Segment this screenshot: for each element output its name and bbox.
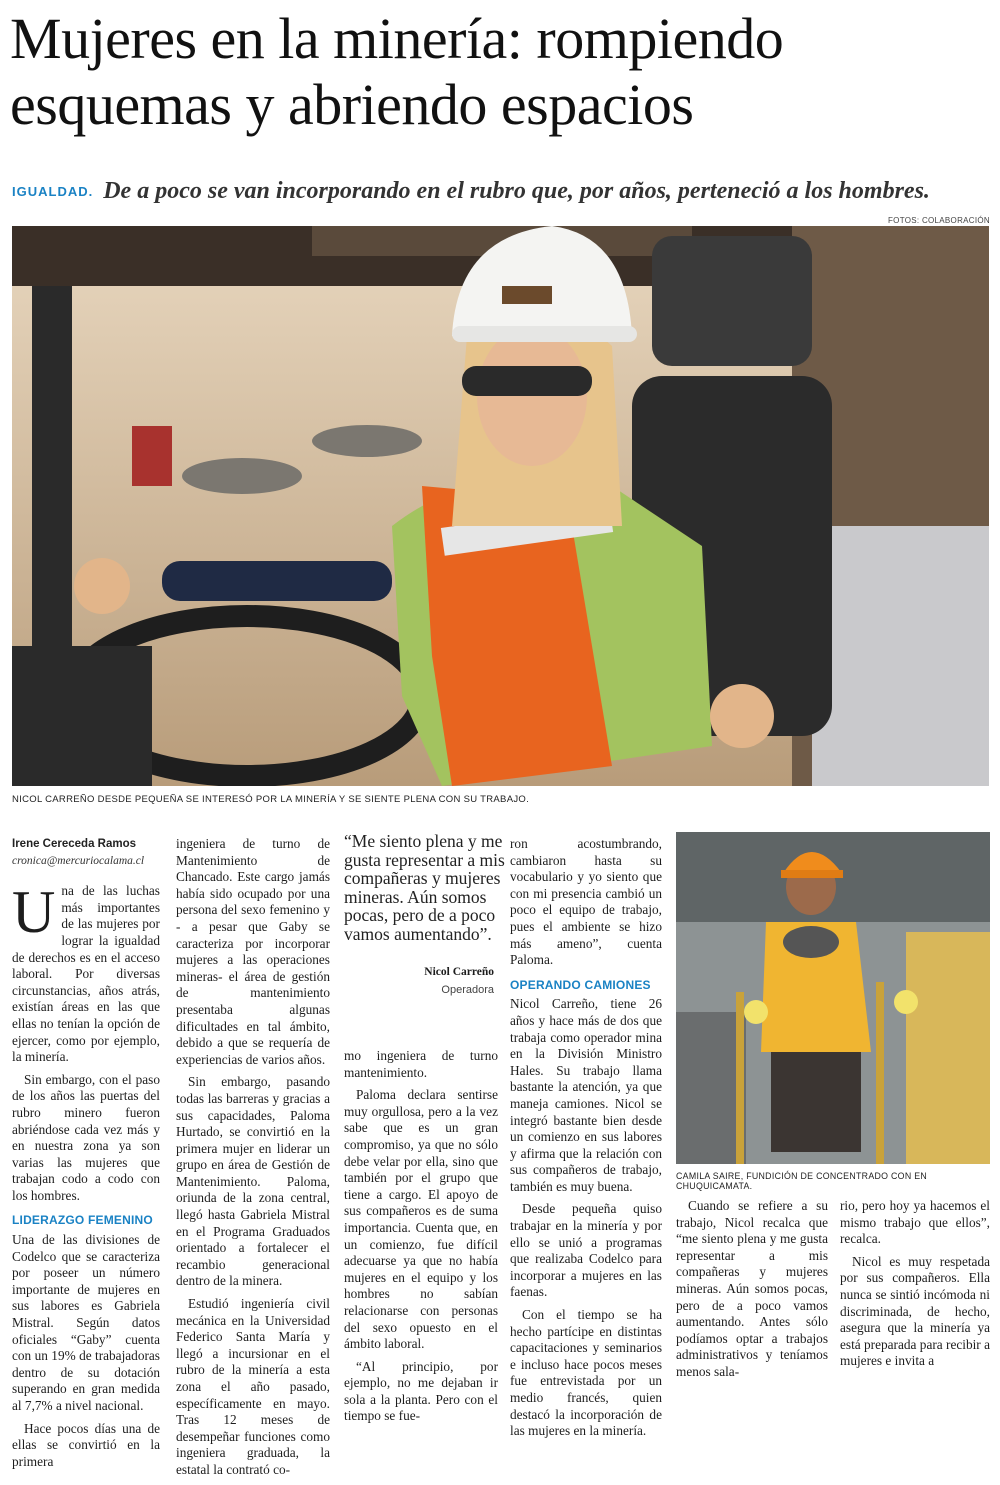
byline-email: cronica@mercuriocalama.cl [12, 854, 145, 867]
col2-paragraph-1: ingeniera de turno de Mantenimiento de Chancado. Este cargo jamás había sido ocupado por una persona del sexo femenino y - a pesar que Gaby se caracteriza por incorporar mujeres a las operaciones mineras- el área de gestión de mantenimiento presentaba algunas dificultades en tal ámbito, debido a que se requería de experiencias de varios años. [176, 836, 330, 1067]
col4-paragraph-1: ron acostumbrando, cambiaron hasta su vocabulario y yo siento que con mi presencia cambió un poco el equipo de trabajo, pues el ambiente se hizo más ameno”, cuenta Paloma. [510, 836, 662, 968]
headline: Mujeres en la minería: rompiendo esquemas y abriendo espacios [10, 6, 784, 137]
deck-text: De a poco se van incorporando en el rubro que, por años, perteneció a los hombres. [103, 178, 930, 204]
col3-paragraph-3: “Al principio, por ejemplo, no me dejaban ir sola a la planta. Pero con el tiempo se fue- [344, 1358, 498, 1424]
col4-paragraph-3: Desde pequeña quiso trabajar en la minería y por ello se unió a programas que realizaba Codelco para incorporar a mujeres en las faenas. [510, 1201, 662, 1300]
deck [12, 178, 992, 205]
deck-tag: IGUALDAD. [12, 184, 94, 199]
pull-quote-role: Operadora [441, 984, 494, 996]
subhead-operando: OPERANDO CAMIONES [510, 977, 651, 992]
col3-paragraph-2: Paloma declara sentirse muy orgullosa, pero a la vez sabe que es un gran compromiso, ya que no sólo debe velar por ella, sino que también por el grupo que tiene a cargo. El apoyo de sus compañeros es de suma importancia. Cuenta que, en un comienzo, fue difícil adecuarse ya que no había mujeres en el equipo y los hombres no sabían relacionarse con personas del sexo opuesto en el ámbito laboral. [344, 1087, 498, 1352]
pull-quote: “Me siento plena y me gusta representar a mis compañeras y mujeres mineras. Aún somos pocas, pero de a poco vamos aumentando”. [344, 831, 505, 944]
article-column-2 [176, 836, 330, 1485]
main-photo-caption: NICOL CARREÑO DESDE PEQUEÑA SE INTERESÓ POR LA MINERÍA Y SE SIENTE PLENA CON SU TRABAJO. [12, 794, 530, 805]
article-column-3 [344, 1048, 498, 1431]
col1-paragraph-4: Hace pocos días una de ellas se convirtió en la primera [12, 1420, 160, 1469]
article-column-6 [840, 1198, 990, 1376]
drop-cap: U [12, 879, 56, 946]
col2-paragraph-2: Sin embargo, pasando todas las barreras y gracias a sus capacidades, Paloma Hurtado, se convirtió en la primera mujer en liderar un grupo en área de Gestión de Mantenimiento. Paloma, oriunda de la zona central, llegó hasta Gabriela Mistral en el Programa Graduados orientado a fortalecer el recambio generacional dentro de la minera. [176, 1074, 330, 1289]
main-photo-illustration [12, 226, 989, 786]
side-photo-caption: CAMILA SAIRE, FUNDICIÓN DE CONCENTRADO CON EN CHUQUICAMATA. [676, 1171, 928, 1191]
pull-quote-name: Nicol Carreño [424, 966, 494, 978]
col2-paragraph-3: Estudió ingeniería civil mecánica en la Universidad Federico Santa María y llegó a incursionar en el rubro de la minería a esta zona el año pasado, específicamente en mayo. Tras 12 meses de desempeñar funciones como ingeniera graduada, la estatal la contrató co- [176, 1296, 330, 1477]
article-column-5 [676, 1198, 828, 1387]
side-photo [676, 832, 990, 1164]
photo-credit: FOTOS: COLABORACIÓN [887, 216, 990, 225]
main-photo [12, 226, 989, 786]
col5-paragraph-1: Cuando se refiere a su trabajo, Nicol recalca que “me siento plena y me gusta representar a mis compañeras y mujeres mineras. Aún somos pocas, pero de a poco vamos aumentando. Antes sólo podíamos optar a trabajos administrativos y teníamos menos sala- [676, 1198, 828, 1379]
subhead-liderazgo: LIDERAZGO FEMENINO [12, 1213, 153, 1228]
col3-paragraph-1: mo ingeniera de turno mantenimiento. [344, 1048, 498, 1080]
col6-paragraph-2: Nicol es muy respetada por sus compañeros. Ella nunca se sintió incómoda ni discriminada, de hecho, asegura que la minería ya está preparada para recibir a mujeres e invita a [840, 1253, 990, 1369]
col1-paragraph-1: na de las luchas más importantes de las mujeres por lograr la igualdad de derechos es en el acceso laboral. Por diversas circunstancias, años atrás, existían áreas en las que ellas no tenían la opción de ejercer, como por ejemplo, la minería. [12, 883, 160, 1065]
col4-paragraph-2: Nicol Carreño, tiene 26 años y hace más de dos que trabaja como operador mina en la División Ministro Hales. Su trabajo llama bastante la atención, ya que maneja camiones. Nicol se integró bastante bien desde un comienzo en sus labores y afirma que la relación con sus compañeros de trabajo, también es muy buena. [510, 996, 662, 1194]
article-column-1 [12, 836, 160, 1476]
side-photo-illustration [676, 832, 990, 1164]
col6-paragraph-1: rio, pero hoy ya hacemos el mismo trabajo que ellos”, recalca. [840, 1198, 990, 1247]
col4-paragraph-4: Con el tiempo se ha hecho partícipe en distintas capacitaciones y seminarios e incluso hace pocos meses fue entrevistada por un medio francés, quien destacó la incorporación de las mujeres en la minería. [510, 1307, 662, 1439]
col1-paragraph-2: Sin embargo, con el paso de los años las puertas del rubro minero fueron abriéndose cada vez más y en nuestra zona ya son varias las mujeres que trabajan codo a codo con los hombres. [12, 1071, 160, 1203]
byline-author: Irene Cereceda Ramos [12, 838, 137, 850]
article-column-4 [510, 836, 662, 1446]
col1-paragraph-3: Una de las divisiones de Codelco que se caracteriza por poseer un número importante de mujeres en sus labores es Gabriela Mistral. Según datos oficiales “Gaby” cuenta con un 19% de trabajadoras dentro de su dotación superando en gran medida al 7,7% a nivel nacional. [12, 1232, 160, 1413]
